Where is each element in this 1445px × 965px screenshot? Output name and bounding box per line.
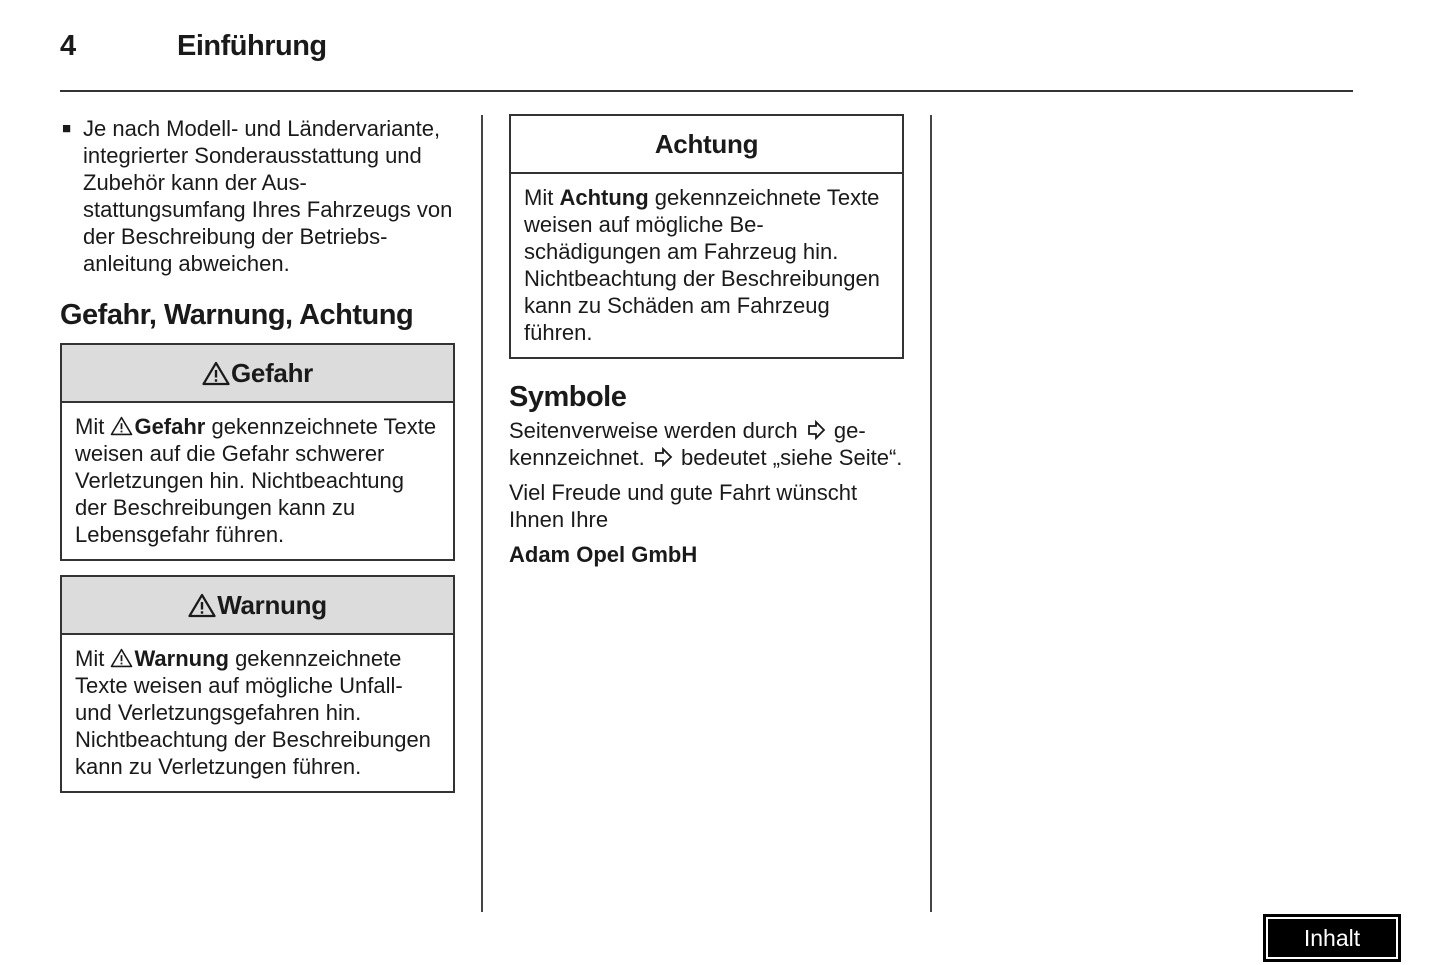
gefahr-notice-title: Gefahr xyxy=(230,357,313,388)
symbole-text-2: gekennzeichnet. xyxy=(509,418,866,470)
symbole-text-1: Seitenverweise werden durch xyxy=(509,418,798,443)
gefahr-notice-header xyxy=(62,345,453,403)
page-reference-arrow-icon xyxy=(653,447,673,467)
gefahr-notice-text xyxy=(62,403,453,559)
notice-text-prefix: Mit xyxy=(75,646,111,671)
inhalt-button-label: Inhalt xyxy=(1266,917,1398,959)
notice-text-rest: gekennzeichnete Texte weisen auf die Gefahr schwerer Verletzungen hin. Nichtbeachtung der Beschreibungen kann zu Lebensgefahr führen. xyxy=(75,414,437,547)
notice-keyword: Achtung xyxy=(559,185,649,210)
notice-text-prefix: Mit xyxy=(524,185,560,210)
notice-text-rest: gekennzeichnete Texte weisen auf mögliche Beschädigungen am Fahrzeug hin. Nichtbeachtung der Beschreibungen kann zu Schäden am Fahrzeug führen. xyxy=(524,185,880,345)
notice-keyword: Warnung xyxy=(134,646,229,671)
header-divider xyxy=(60,90,1353,92)
achtung-notice-text xyxy=(511,174,902,357)
column-2 xyxy=(509,114,904,568)
symbole-paragraph xyxy=(509,417,904,471)
inhalt-button[interactable] xyxy=(1263,914,1401,962)
symbole-text-3: bedeutet „siehe Seite“. xyxy=(681,445,903,470)
warning-triangle-icon xyxy=(110,648,133,668)
achtung-notice-box xyxy=(509,114,904,359)
company-name: Adam Opel GmbH xyxy=(509,542,698,567)
page-number: 4 xyxy=(60,30,76,62)
achtung-notice-title: Achtung xyxy=(654,128,759,159)
column-divider-1 xyxy=(481,115,483,912)
warnung-notice-title: Warnung xyxy=(217,589,327,620)
column-1 xyxy=(60,115,455,793)
bullet-item xyxy=(60,115,455,277)
warning-triangle-icon xyxy=(188,593,216,618)
warning-triangle-icon xyxy=(202,361,230,386)
warning-triangle-icon xyxy=(110,416,133,436)
section-heading-gefahr-warnung-achtung: Gefahr, Warnung, Achtung xyxy=(60,299,414,331)
warnung-notice-header xyxy=(62,577,453,635)
page-title: Einführung xyxy=(177,30,327,62)
notice-text-prefix: Mit xyxy=(75,414,111,439)
section-heading-symbole: Symbole xyxy=(509,381,627,413)
achtung-notice-header xyxy=(511,116,902,174)
page-reference-arrow-icon xyxy=(806,420,826,440)
greeting-paragraph: Viel Freude und gute Fahrt wünscht Ihnen Ihre xyxy=(509,480,858,532)
warnung-notice-box xyxy=(60,575,455,793)
column-divider-2 xyxy=(930,115,932,912)
bullet-text: Je nach Modell- und Ländervariante, integrierter Sonderausstattung und Zubehör kann der Ausstattungsumfang Ihres Fahrzeugs von der Beschreibung der Betriebsanleitung abweichen. xyxy=(83,116,453,276)
square-bullet-icon: ■ xyxy=(62,120,72,137)
notice-keyword: Gefahr xyxy=(134,414,206,439)
notice-text-rest: gekennzeichnete Texte weisen auf mögliche Unfall- und Verletzungsgefahren hin. Nichtbeachtung der Beschreibungen kann zu Verletzungen führen. xyxy=(75,646,431,779)
warnung-notice-text xyxy=(62,635,453,791)
gefahr-notice-box xyxy=(60,343,455,561)
